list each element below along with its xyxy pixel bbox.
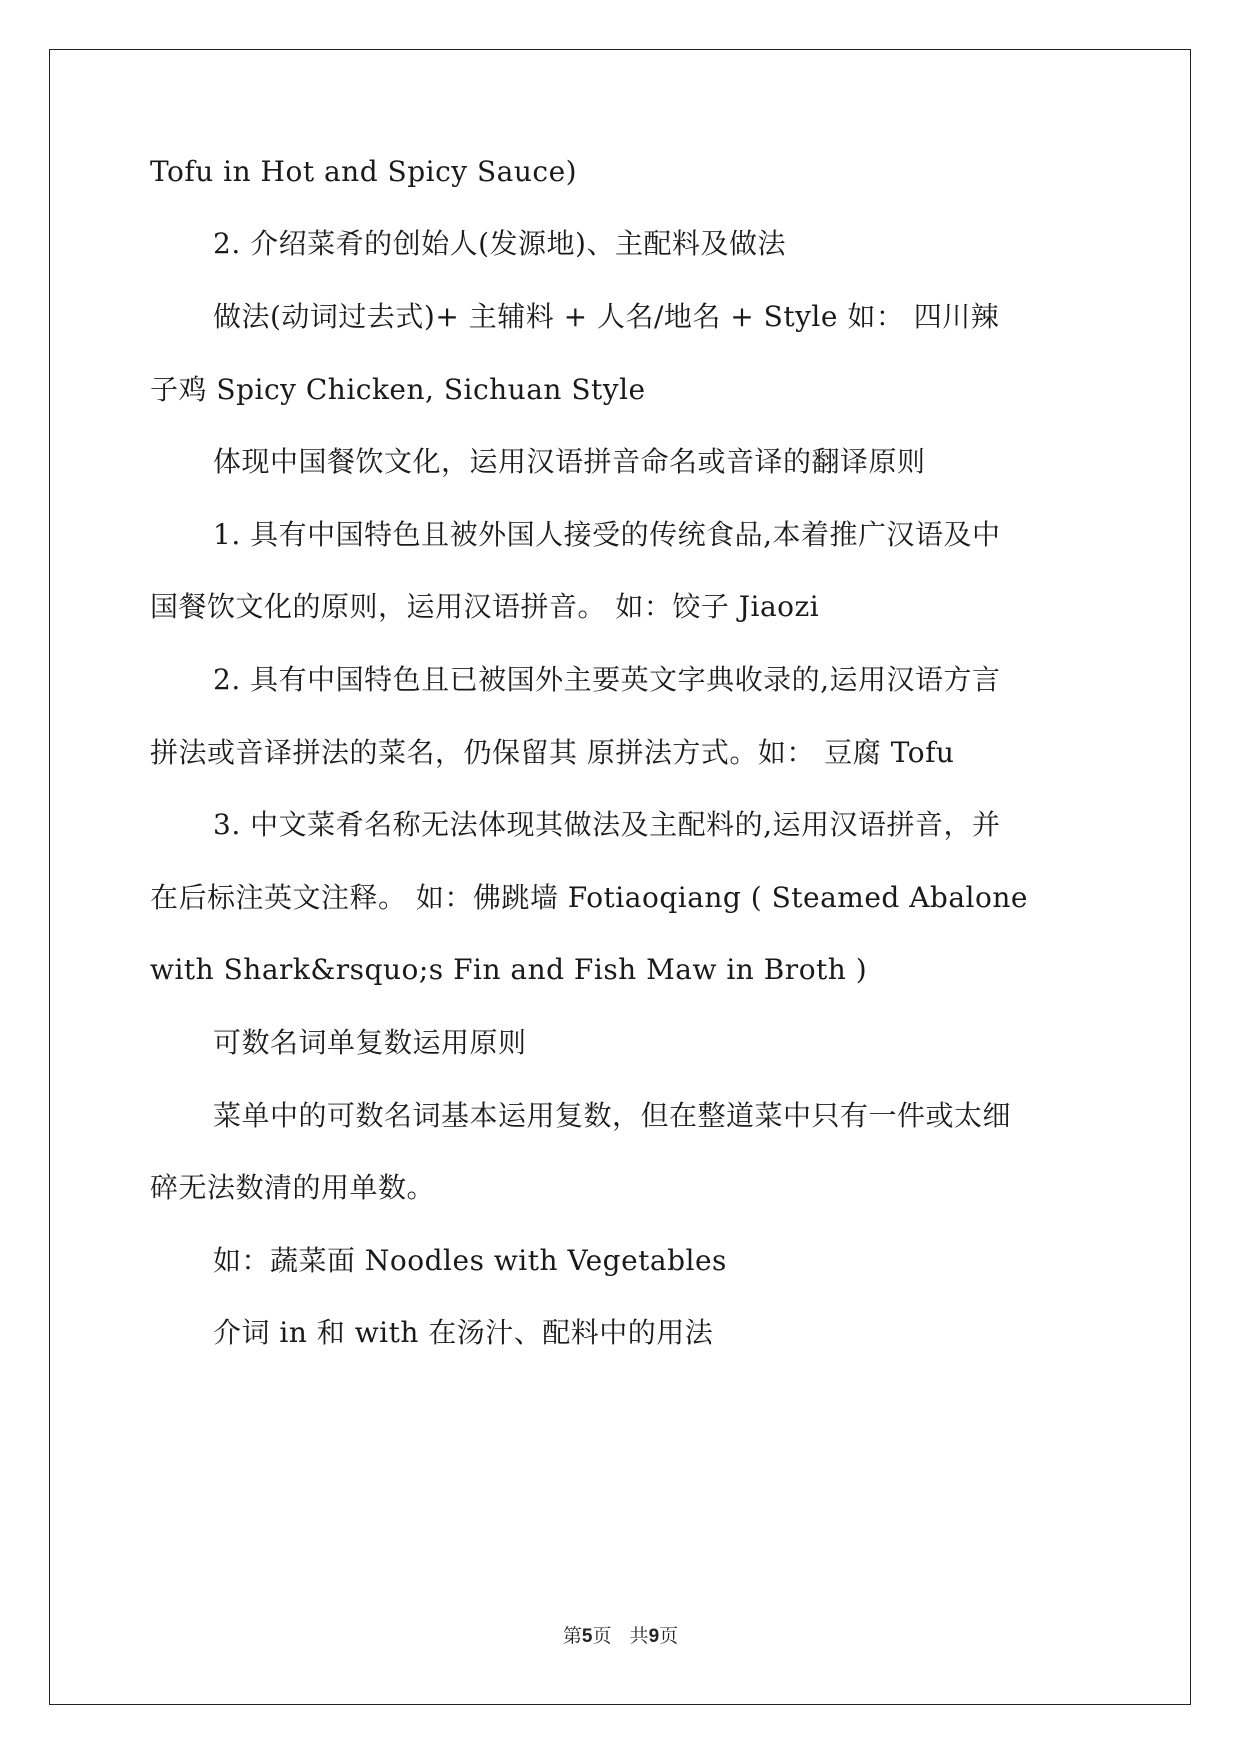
text-line-8: 2. 具有中国特色且已被国外主要英文字典收录的,运用汉语方言: [213, 663, 1001, 696]
page-footer: [0, 1623, 1241, 1650]
text-line-16: 如：蔬菜面 Noodles with Vegetables: [213, 1244, 727, 1277]
text-line-12: with Shark&rsquo;s Fin and Fish Maw in Broth ): [150, 953, 868, 986]
footer-mid: 页 共: [592, 1625, 649, 1647]
text-line-2: 2. 介绍菜肴的创始人(发源地)、主配料及做法: [213, 227, 786, 260]
text-line-11: 在后标注英文注释。 如：佛跳墙 Fotiaoqiang ( Steamed Abalone: [150, 881, 1028, 914]
text-line-10: 3. 中文菜肴名称无法体现其做法及主配料的,运用汉语拼音，并: [213, 808, 1001, 841]
section-heading-1: 体现中国餐饮文化，运用汉语拼音命名或音译的翻译原则: [213, 445, 926, 478]
text-line-1: Tofu in Hot and Spicy Sauce): [150, 155, 578, 188]
text-line-6: 1. 具有中国特色且被外国人接受的传统食品,本着推广汉语及中: [213, 518, 1001, 551]
footer-prefix: 第: [562, 1625, 582, 1647]
text-line-14: 菜单中的可数名词基本运用复数，但在整道菜中只有一件或太细: [213, 1099, 1012, 1132]
text-line-9: 拼法或音译拼法的菜名，仍保留其 原拼法方式。如： 豆腐 Tofu: [150, 736, 955, 769]
total-page-number: 9: [648, 1626, 660, 1647]
section-heading-3: 介词 in 和 with 在汤汁、配料中的用法: [213, 1316, 714, 1349]
section-heading-2: 可数名词单复数运用原则: [213, 1026, 527, 1059]
text-line-15: 碎无法数清的用单数。: [150, 1171, 436, 1204]
footer-suffix: 页: [659, 1625, 679, 1647]
text-line-3: 做法(动词过去式)+ 主辅料 + 人名/地名 + Style 如： 四川辣: [213, 300, 1000, 333]
text-line-4: 子鸡 Spicy Chicken, Sichuan Style: [150, 373, 646, 406]
text-line-7: 国餐饮文化的原则，运用汉语拼音。 如：饺子 Jiaozi: [150, 590, 820, 623]
current-page-number: 5: [581, 1626, 593, 1647]
